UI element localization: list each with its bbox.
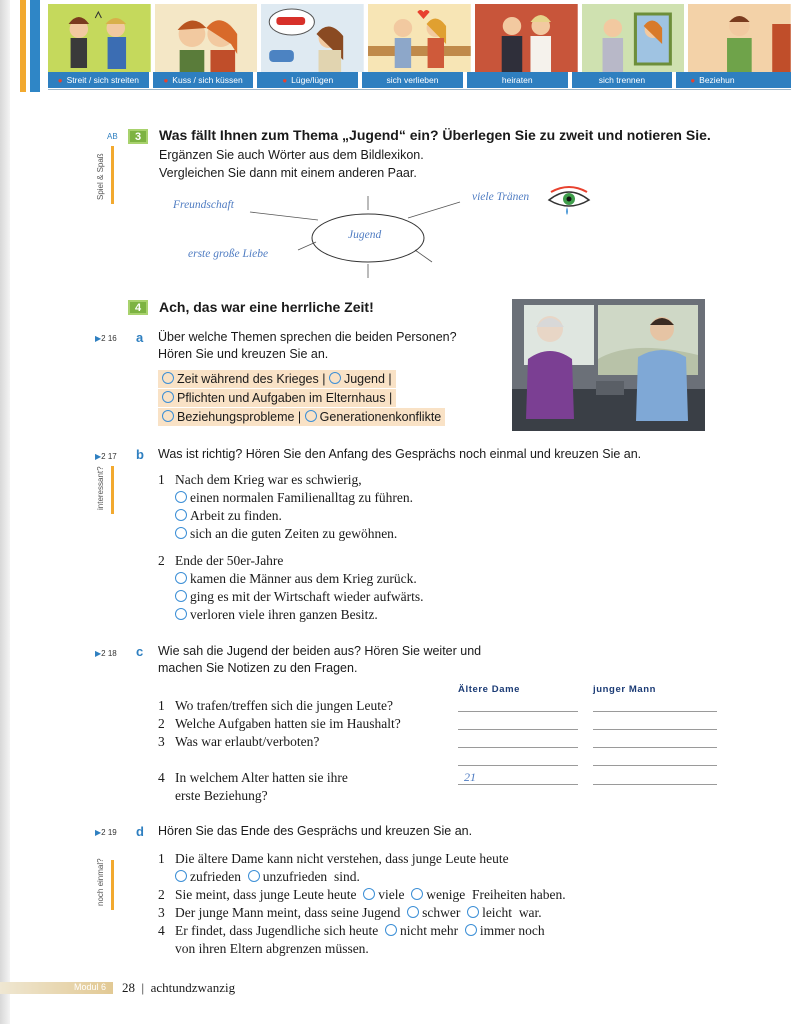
question-number: 2 — [158, 716, 165, 731]
audio-track-ref: ▶2 16 — [95, 334, 117, 343]
statement-text: Sie meint, dass junge Leute heute viele wenige Freiheiten haben. — [175, 887, 566, 902]
panel-heiraten — [475, 4, 578, 72]
task-a-options — [158, 370, 458, 427]
answer-line[interactable] — [458, 711, 578, 712]
checkbox-circle[interactable] — [175, 527, 187, 539]
checkbox-circle[interactable] — [175, 491, 187, 503]
statement-number: 2 — [158, 887, 165, 902]
panel-luege — [261, 4, 364, 72]
answer-line[interactable] — [593, 729, 717, 730]
caption-verlieben: sich verlieben — [362, 72, 463, 88]
play-icon: ▶ — [95, 334, 102, 343]
checkbox-circle[interactable] — [162, 391, 174, 403]
mindmap-entry-freundschaft: Freundschaft — [173, 199, 234, 211]
chapter-color-tab — [20, 0, 26, 92]
answer-option: einen normalen Familienalltag zu führen. — [175, 490, 413, 506]
question-text: Was war erlaubt/verboten? — [175, 734, 320, 749]
page-number: 28 | achtundzwanzig — [122, 980, 236, 995]
statement-options: zufrieden unzufrieden sind. — [175, 869, 360, 885]
statement-text-continued: von ihren Eltern abgrenzen müssen. — [175, 941, 369, 956]
caption-luege: ● Lüge/lügen — [257, 72, 358, 88]
question-number: 3 — [158, 734, 165, 749]
question-text: In welchem Alter hatten sie ihre — [175, 770, 348, 785]
exercise-3-instruction: Ergänzen Sie auch Wörter aus dem Bildlexikon. — [159, 148, 424, 162]
side-tab-noch-einmal: noch einmal? — [96, 858, 105, 906]
side-tab-spiel: Spiel & Spaß — [96, 153, 105, 200]
answer-line[interactable] — [593, 765, 717, 766]
bullet-icon: ● — [163, 75, 169, 85]
side-tab-bar — [111, 860, 114, 910]
checkbox-circle[interactable] — [175, 509, 187, 521]
panel-trennen — [582, 4, 685, 72]
task-a-question: Über welche Themen sprechen die beiden Personen? — [158, 330, 457, 344]
handwritten-answer: 21 — [464, 770, 476, 784]
answer-line[interactable] — [593, 711, 717, 712]
task-a-instruction: Hören Sie und kreuzen Sie an. — [158, 347, 329, 361]
play-icon: ▶ — [95, 649, 102, 658]
answer-option: verloren viele ihren ganzen Besitz. — [175, 607, 378, 623]
exercise-number-badge: 4 — [128, 300, 148, 315]
option-row: Zeit während des Krieges | Jugend | — [158, 370, 396, 388]
option-row: Beziehungsprobleme | Generationenkonflikte — [158, 408, 445, 426]
checkbox-circle[interactable] — [162, 372, 174, 384]
checkbox-circle[interactable] — [465, 924, 477, 936]
panel-kuss — [155, 4, 258, 72]
item-number: 2 — [158, 553, 165, 568]
play-icon: ▶ — [95, 828, 102, 837]
bullet-icon: ● — [57, 75, 63, 85]
exercise-4-title: Ach, das war eine herrliche Zeit! — [159, 299, 374, 315]
task-letter: c — [136, 644, 144, 659]
item-stem: Nach dem Krieg war es schwierig, — [175, 472, 362, 487]
question-number: 4 — [158, 770, 165, 785]
bullet-icon: ● — [282, 75, 288, 85]
crying-eye-icon — [545, 184, 593, 216]
picture-dictionary-strip — [48, 4, 791, 72]
statement-text: Er findet, dass Jugendliche sich heute nicht mehr immer noch — [175, 923, 545, 938]
checkbox-circle[interactable] — [407, 906, 419, 918]
side-tab-interessant: interessant? — [96, 466, 105, 510]
statement-number: 3 — [158, 905, 165, 920]
mindmap-entry-traenen: viele Tränen — [472, 191, 530, 203]
answer-option: kamen die Männer aus dem Krieg zurück. — [175, 571, 417, 587]
mindmap-center: Jugend — [348, 229, 382, 241]
checkbox-circle[interactable] — [385, 924, 397, 936]
module-label: Modul 6 — [74, 982, 107, 992]
task-letter: b — [136, 447, 144, 462]
checkbox-circle[interactable] — [467, 906, 479, 918]
caption-heiraten: heiraten — [467, 72, 568, 88]
panel-verlieben — [368, 4, 471, 72]
play-icon: ▶ — [95, 452, 102, 461]
checkbox-circle[interactable] — [175, 572, 187, 584]
checkbox-circle[interactable] — [363, 888, 375, 900]
task-d-question: Hören Sie das Ende des Gesprächs und kreuzen Sie an. — [158, 824, 473, 838]
checkbox-circle[interactable] — [305, 410, 317, 422]
question-text: Welche Aufgaben hatten sie im Haushalt? — [175, 716, 401, 731]
caption-streit: ● Streit / sich streiten — [48, 72, 149, 88]
checkbox-circle[interactable] — [411, 888, 423, 900]
answer-line[interactable] — [593, 747, 717, 748]
statement-text: Der junge Mann meint, dass seine Jugend schwer leicht war. — [175, 905, 542, 920]
checkbox-circle[interactable] — [329, 372, 341, 384]
task-b-question: Was ist richtig? Hören Sie den Anfang des Gesprächs noch einmal und kreuzen Sie an. — [158, 447, 642, 461]
item-stem: Ende der 50er-Jahre — [175, 553, 284, 568]
column-header-junger-mann: junger Mann — [593, 684, 657, 695]
question-text-continued: erste Beziehung? — [175, 788, 268, 803]
answer-line[interactable] — [458, 784, 578, 785]
side-tab-bar — [111, 466, 114, 514]
statement-number: 1 — [158, 851, 165, 866]
strip-divider — [48, 89, 791, 90]
answer-option: Arbeit zu finden. — [175, 508, 282, 524]
column-header-aeltere-dame: Ältere Dame — [458, 684, 521, 695]
audio-track-ref: ▶2 17 — [95, 452, 117, 461]
bullet-icon: ● — [690, 75, 696, 85]
caption-kuss: ● Kuss / sich küssen — [153, 72, 254, 88]
caption-trennen: sich trennen — [572, 72, 673, 88]
answer-line[interactable] — [458, 747, 578, 748]
chapter-color-tab-blue — [30, 0, 40, 92]
exercise-number-badge: 3 — [128, 129, 148, 144]
picture-dictionary-captions — [48, 72, 791, 88]
checkbox-circle[interactable] — [175, 608, 187, 620]
checkbox-circle[interactable] — [162, 410, 174, 422]
answer-line[interactable] — [458, 729, 578, 730]
question-text: Wo trafen/treffen sich die jungen Leute? — [175, 698, 393, 713]
option-row: Pflichten und Aufgaben im Elternhaus | — [158, 389, 396, 407]
audio-track-ref: ▶2 19 — [95, 828, 117, 837]
statement-number: 4 — [158, 923, 165, 938]
panel-beziehung — [688, 4, 791, 72]
answer-option: ging es mit der Wirtschaft wieder aufwärts. — [175, 589, 424, 605]
page-binding-edge — [0, 0, 10, 1024]
photo-conversation-train — [512, 299, 705, 431]
task-c-instruction: machen Sie Notizen zu den Fragen. — [158, 661, 358, 675]
checkbox-circle[interactable] — [175, 590, 187, 602]
task-c-question: Wie sah die Jugend der beiden aus? Hören Sie weiter und — [158, 644, 482, 658]
item-number: 1 — [158, 472, 165, 487]
mindmap-lines — [170, 182, 610, 282]
panel-streit — [48, 4, 151, 72]
task-letter: a — [136, 330, 144, 345]
audio-track-ref: ▶2 18 — [95, 649, 117, 658]
side-tab-bar — [111, 146, 114, 204]
exercise-3-title: Was fällt Ihnen zum Thema „Jugend“ ein? Überlegen Sie zu zweit und notieren Sie. — [159, 127, 711, 143]
caption-beziehung: ● Beziehun — [676, 72, 791, 88]
statement-text: Die ältere Dame kann nicht verstehen, dass junge Leute heute — [175, 851, 509, 866]
checkbox-circle[interactable] — [248, 870, 260, 882]
workbook-reference: AB — [107, 132, 118, 141]
answer-line[interactable] — [593, 784, 717, 785]
exercise-3-instruction: Vergleichen Sie dann mit einem anderen Paar. — [159, 166, 417, 180]
task-letter: d — [136, 824, 144, 839]
mindmap-entry-liebe: erste große Liebe — [188, 248, 269, 260]
question-number: 1 — [158, 698, 165, 713]
checkbox-circle[interactable] — [175, 870, 187, 882]
answer-line[interactable] — [458, 765, 578, 766]
answer-option: sich an die guten Zeiten zu gewöhnen. — [175, 526, 397, 542]
